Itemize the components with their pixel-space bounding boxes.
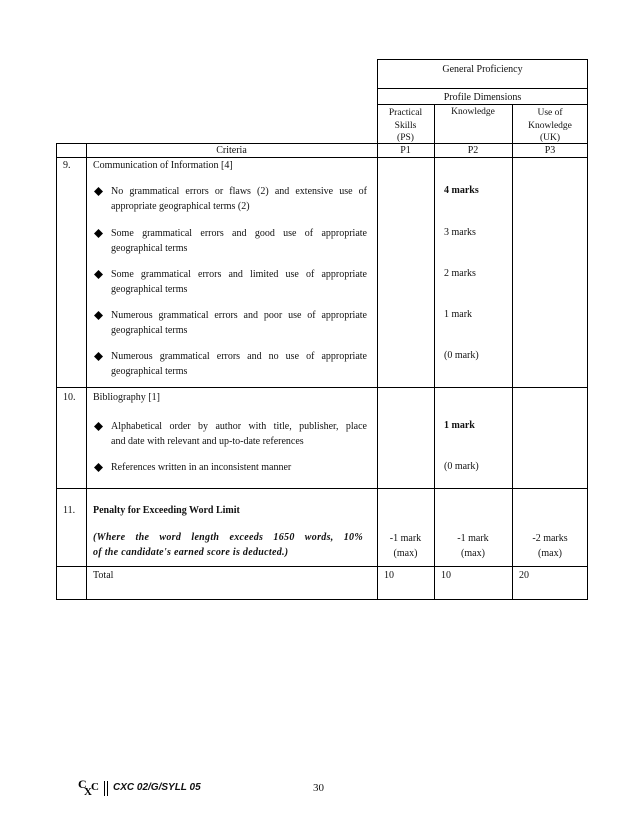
table-rule (56, 566, 588, 567)
uk-column-header (512, 107, 588, 145)
uk-header-line: Use of (537, 108, 563, 118)
table-rule (377, 88, 588, 89)
diamond-bullet-icon (94, 187, 103, 196)
section-9-title: Communication of Information [4] (93, 160, 233, 171)
criterion-mark: 1 mark (444, 309, 473, 320)
criterion-text: geographical terms (111, 243, 188, 254)
penalty-note: (Where the word length exceeds 1650 words, 10% (93, 532, 363, 543)
uk-header-line: Knowledge (528, 120, 572, 131)
cxc-logo (78, 776, 110, 798)
table-rule (56, 143, 588, 144)
section-10-title: Bibliography [1] (93, 392, 160, 403)
total-label: Total (93, 570, 114, 581)
penalty-value: -2 marks (532, 533, 568, 544)
criterion-mark: 3 marks (444, 227, 476, 238)
cxc-logo-icon (78, 776, 102, 798)
table-rule (56, 157, 588, 158)
penalty-p3 (512, 531, 588, 561)
general-proficiency-header: General Proficiency (442, 64, 523, 75)
criterion-mark: (0 mark) (444, 350, 479, 361)
cxc-logo-mark: C (91, 781, 99, 793)
uk-header-line: (UK) (539, 133, 561, 143)
diamond-bullet-icon (94, 463, 103, 472)
total-p3: 20 (519, 570, 529, 581)
criterion-text: Numerous grammatical errors and poor use of appropriate (111, 310, 367, 321)
table-rule (56, 387, 588, 388)
footer-divider (107, 781, 108, 796)
page-number: 30 (313, 782, 324, 794)
criterion-text: Some grammatical errors and good use of appropriate (111, 228, 367, 239)
criterion-text: Alphabetical order by author with title, publisher, place (111, 421, 367, 432)
table-rule (512, 104, 513, 600)
p3-header: P3 (544, 145, 556, 156)
penalty-note: of the candidate's earned score is deducted.) (93, 547, 289, 558)
syllabus-code: CXC 02/G/SYLL 05 (113, 782, 201, 793)
criterion-text: Numerous grammatical errors and no use of appropriate (111, 351, 367, 362)
diamond-bullet-icon (94, 422, 103, 431)
section-11-title: Penalty for Exceeding Word Limit (93, 505, 240, 516)
penalty-p1 (377, 531, 434, 561)
criteria-header: Criteria (216, 145, 247, 156)
profile-dimensions-header: Profile Dimensions (443, 92, 522, 103)
diamond-bullet-icon (94, 352, 103, 361)
criterion-mark: 1 mark (444, 420, 475, 431)
penalty-value: -1 mark (389, 533, 422, 544)
table-rule (56, 143, 57, 600)
section-10-number: 10. (63, 392, 76, 403)
penalty-value: -1 mark (457, 533, 489, 544)
criterion-text: geographical terms (111, 284, 188, 295)
k-column-header: Knowledge (451, 107, 495, 117)
ps-column-header (377, 107, 434, 145)
ps-header-line: Skills (394, 120, 417, 131)
criterion-mark: 4 marks (444, 185, 479, 196)
criterion-text: geographical terms (111, 325, 188, 336)
section-9-number: 9. (63, 160, 71, 171)
penalty-p2 (434, 531, 512, 561)
table-rule (86, 143, 87, 600)
criterion-mark: 2 marks (444, 268, 476, 279)
criterion-text: appropriate geographical terms (2) (111, 201, 250, 212)
table-rule (434, 104, 435, 600)
ps-header-line: Practical (388, 108, 423, 118)
cxc-logo-mark: X (84, 786, 92, 798)
section-11-number: 11. (63, 505, 76, 516)
criterion-text: No grammatical errors or flaws (2) and extensive use of (111, 186, 367, 197)
diamond-bullet-icon (94, 229, 103, 238)
diamond-bullet-icon (94, 270, 103, 279)
footer-divider (104, 781, 105, 796)
table-rule (56, 488, 588, 489)
table-rule (377, 59, 588, 60)
criterion-mark: (0 mark) (444, 461, 479, 472)
criterion-text: geographical terms (111, 366, 188, 377)
penalty-value: (max) (461, 548, 485, 559)
table-rule (377, 104, 588, 105)
cxc-logo-mark: C (78, 777, 87, 791)
criterion-text: References written in an inconsistent manner (111, 462, 292, 473)
ps-header-line: (PS) (397, 133, 414, 143)
diamond-bullet-icon (94, 311, 103, 320)
criterion-text: and date with relevant and up-to-date references (111, 436, 304, 447)
p1-header: P1 (400, 145, 411, 156)
total-p2: 10 (441, 570, 451, 581)
table-rule (56, 599, 588, 600)
penalty-value: (max) (393, 548, 418, 559)
total-p1: 10 (384, 570, 394, 581)
p2-header: P2 (467, 145, 479, 156)
penalty-value: (max) (538, 548, 562, 559)
criterion-text: Some grammatical errors and limited use of appropriate (111, 269, 367, 280)
